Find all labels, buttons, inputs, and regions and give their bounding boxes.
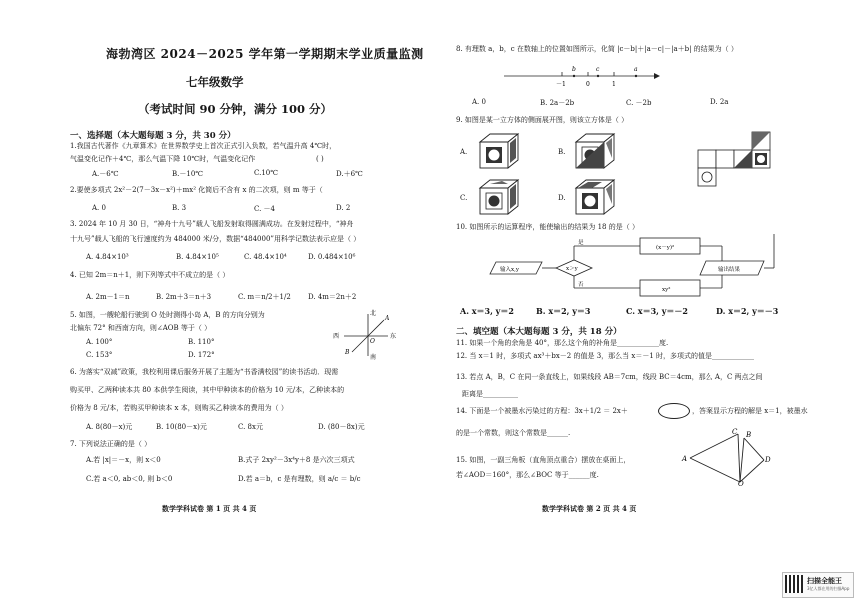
exam-note: （考试时间 90 分钟，满分 100 分） — [138, 102, 333, 116]
q2-opt-b: B. 3 — [172, 204, 187, 212]
q6-opt-c: C. 8x元 — [238, 423, 263, 431]
q6-line2: 购买甲、乙两种读本共 80 本供学生阅读，其中甲种读本的价格为 10 元/本，乙种读本的 — [70, 386, 345, 394]
q15-line1: 15. 如图，一副三角板（直角顶点重合）摆放在桌面上， — [456, 456, 631, 464]
q7-opt-a: A.若 |x|＝－x，则 x＜0 — [86, 456, 161, 464]
number-line — [500, 62, 660, 88]
q4-line1: 4. 已知 2m＝n＋1，则下列等式中不成立的是（ ） — [70, 271, 230, 279]
cube-d — [574, 178, 616, 216]
q4-opt-d: D. 4m＝2n＋2 — [308, 293, 357, 301]
q9-opt-a: A. — [460, 148, 468, 156]
q7-opt-d: D.若 a＝b，c 是有理数，则 a/c ＝ b/c — [238, 475, 361, 483]
q4-opt-b: B. 2m＋3＝n＋3 — [156, 293, 212, 301]
q6-opt-b: B. 10(80－x)元 — [156, 423, 207, 431]
q8-line1: 8. 有理数 a，b，c 在数轴上的位置如图所示，化简 |c－b|＋|a－c|－|a＋b| 的结果为（ ） — [456, 45, 738, 53]
q5-line2: 北偏东 72° 和西南方向，则∠AOB 等于（ ） — [70, 324, 212, 332]
q7-line1: 7. 下列说法正确的是（ ） — [70, 440, 152, 448]
q1-opt-d: D.＋6℃ — [336, 170, 363, 178]
q9-opt-b: B. — [558, 148, 566, 156]
ray-oa-fig — [690, 458, 740, 482]
label-west: 西 — [333, 333, 340, 340]
section-fill-heading: 二、填空题（本大题每题 3 分，共 18 分） — [456, 327, 622, 337]
right-page — [430, 0, 860, 608]
label-o: O — [370, 338, 375, 345]
label-1: 1 — [612, 81, 616, 88]
q3-opt-c: C. 48.4×10⁴ — [244, 253, 287, 261]
footer-left: 数学学科试卷 第 1 页 共 4 页 — [162, 504, 257, 513]
segment-ac — [690, 434, 738, 458]
q5-opt-b: B. 110° — [188, 338, 215, 346]
q7-opt-c: C.若 a＜0, ab＜0, 则 b＜0 — [86, 475, 173, 483]
q3-line2: 十九号”载人飞船的飞行速度约为 484000 米/分，数据“484000”用科学记数法表示应是（ ） — [70, 235, 361, 243]
q8-opt-b: B. 2a－2b — [540, 99, 575, 107]
q10-opt-d: D. x＝2, y＝－3 — [716, 306, 779, 316]
flow-no-label: 否 — [578, 282, 584, 288]
label-east: 东 — [390, 333, 397, 340]
q1-opt-b: B.－10℃ — [172, 170, 204, 178]
fig-label-o: O — [738, 480, 744, 488]
q6-opt-a: A. 8(80－x)元 — [86, 423, 133, 431]
fig-label-a: A — [682, 455, 688, 463]
q1-line2: 气温变化记作＋4℃，那么气温下降 10℃时，气温变化记作 — [70, 155, 256, 163]
fig-label-c: C — [732, 428, 738, 436]
cube-c — [478, 178, 520, 216]
qr-code-icon — [785, 575, 803, 593]
label-b-point: b — [572, 66, 576, 73]
scanner-app-name: 扫描全能王 — [807, 577, 842, 585]
q5-opt-c: C. 153° — [86, 351, 113, 359]
flow-cond-label: x＞y — [566, 266, 578, 272]
q3-opt-a: A. 4.84×10³ — [86, 253, 129, 261]
q6-opt-d: D. (80－8x)元 — [318, 423, 365, 431]
q10-opt-a: A. x＝3, y＝2 — [460, 306, 514, 316]
q9-line1: 9. 如图是某一立方体的侧面展开图，则该立方体是（ ） — [456, 116, 629, 124]
point-b — [573, 75, 575, 77]
label-c-point: c — [596, 66, 600, 73]
flow-top-expr: (x－y)² — [656, 245, 675, 251]
flow-bottom-expr: xy² — [662, 287, 671, 293]
q1-line1: 1.我国古代著作《九章算术》在世界数学史上首次正式引入负数，若气温升高 4℃时， — [70, 142, 337, 150]
ray-oa — [368, 320, 384, 336]
fig-label-b: B — [746, 431, 752, 439]
q2-opt-d: D. 2 — [336, 204, 351, 212]
q2-opt-c: C. －4 — [254, 205, 276, 213]
flow-output-label: 输出结果 — [718, 267, 741, 273]
number-line-arrow — [654, 73, 660, 79]
q12-line1: 12. 当 x＝1 时，多项式 ax³＋bx－2 的值是 3，那么当 x＝－1 时，多项式的值是____________ — [456, 352, 754, 360]
cube-net — [696, 128, 800, 196]
ray-od — [740, 460, 764, 482]
q6-line3: 价格为 8 元/本，若购买甲种读本 x 本，则购买乙种读本的费用为（ ） — [70, 404, 288, 412]
cube-b — [574, 132, 616, 170]
ray-oc — [738, 434, 740, 482]
q15-line2: 若∠AOD＝160°，那么∠BOC 等于______度. — [456, 471, 599, 479]
q5-opt-a: A. 100° — [86, 338, 113, 346]
label-south: 南 — [370, 354, 377, 361]
set-square-figure — [682, 428, 770, 486]
q11-line1: 11. 如果一个角的余角是 40°，那么这个角的补角是____________度. — [456, 339, 669, 347]
q3-line1: 3. 2024 年 10 月 30 日，“神舟十九号”载人飞船发射取得圆满成功。在发射过程中，“神舟 — [70, 220, 354, 228]
q14-line1: 14. 下面是一个被墨水污染过的方程：3x＋1/2 ＝ 2x＋ — [456, 407, 628, 415]
q5-opt-d: D. 172° — [188, 351, 215, 359]
label-b: B — [345, 349, 350, 356]
q2-line1: 2.要使多项式 2x²－2(7－3x－x²)＋mx² 化简后不含有 x 的二次项，则 m 等于（ — [70, 186, 323, 194]
flowchart — [490, 234, 800, 296]
label-north: 北 — [370, 310, 377, 317]
scanner-watermark — [782, 572, 854, 598]
compass-figure — [330, 308, 400, 360]
ray-ob-fig — [740, 438, 744, 482]
cube-a — [478, 132, 520, 170]
flow-yes-label: 是 — [578, 240, 584, 246]
q14-line1b: ，答案显示方程的解是 x＝1，被墨水 — [692, 407, 808, 415]
ink-blot-oval — [658, 403, 690, 419]
q1-opt-a: A.－6℃ — [92, 170, 119, 178]
q1-paren: ( ) — [316, 155, 324, 163]
q14-line2: 的是一个常数，则这个常数是______. — [456, 429, 571, 437]
q2-opt-a: A. 0 — [92, 204, 106, 212]
q10-opt-c: C. x＝3, y＝－2 — [626, 306, 688, 316]
fig-label-d: D — [765, 456, 771, 464]
q3-opt-b: B. 4.84×10⁵ — [176, 253, 219, 261]
q10-opt-b: B. x＝2, y＝3 — [536, 306, 591, 316]
label-neg1: －1 — [556, 81, 566, 88]
q9-opt-d: D. — [558, 194, 566, 202]
scanner-app-slogan: 3亿人都在用的扫描App — [807, 586, 850, 591]
label-0: 0 — [586, 81, 590, 88]
exam-subject: 七年级数学 — [186, 75, 244, 89]
q13-line2: 距离是__________ — [462, 390, 518, 398]
flow-input-label: 输入x,y — [500, 267, 519, 273]
q6-line1: 6. 为落实“双减”政策，我校利用课后服务开展了主题为“书香满校园”的读书活动．现需 — [70, 368, 339, 376]
exam-title: 海勃湾区 2024－2025 学年第一学期期末学业质量监测 — [106, 47, 424, 61]
ray-ob — [352, 336, 368, 352]
section-choice-heading: 一、选择题（本大题每题 3 分，共 30 分） — [70, 131, 236, 141]
q4-opt-c: C. m＝n/2＋1/2 — [238, 293, 291, 301]
q1-opt-c: C.10℃ — [254, 169, 279, 177]
point-a — [635, 75, 637, 77]
q4-opt-a: A. 2m－1＝n — [86, 293, 130, 301]
q7-opt-b: B.式子 2xy²－3x⁴y＋8 是六次三项式 — [238, 456, 355, 464]
q13-line1: 13. 若点 A，B，C 在同一条直线上，如果线段 AB＝7cm，线段 BC＝4cm，那么 A，C 两点之间 — [456, 373, 763, 381]
q8-opt-a: A. 0 — [472, 98, 486, 106]
label-a: A — [385, 315, 390, 322]
q10-line1: 10. 如图所示的运算程序，能使输出的结果为 18 的是（ ） — [456, 223, 639, 231]
q9-opt-c: C. — [460, 194, 468, 202]
q3-opt-d: D. 0.484×10⁶ — [308, 253, 356, 261]
q8-opt-d: D. 2a — [710, 98, 729, 106]
q8-opt-c: C. －2b — [626, 99, 652, 107]
segment-bd — [744, 438, 764, 460]
point-c — [597, 75, 599, 77]
label-a-point: a — [634, 66, 638, 73]
q5-line1: 5. 如图，一艘轮船行驶到 O 处时测得小岛 A，B 的方向分别为 — [70, 311, 265, 319]
footer-right: 数学学科试卷 第 2 页 共 4 页 — [542, 504, 637, 513]
